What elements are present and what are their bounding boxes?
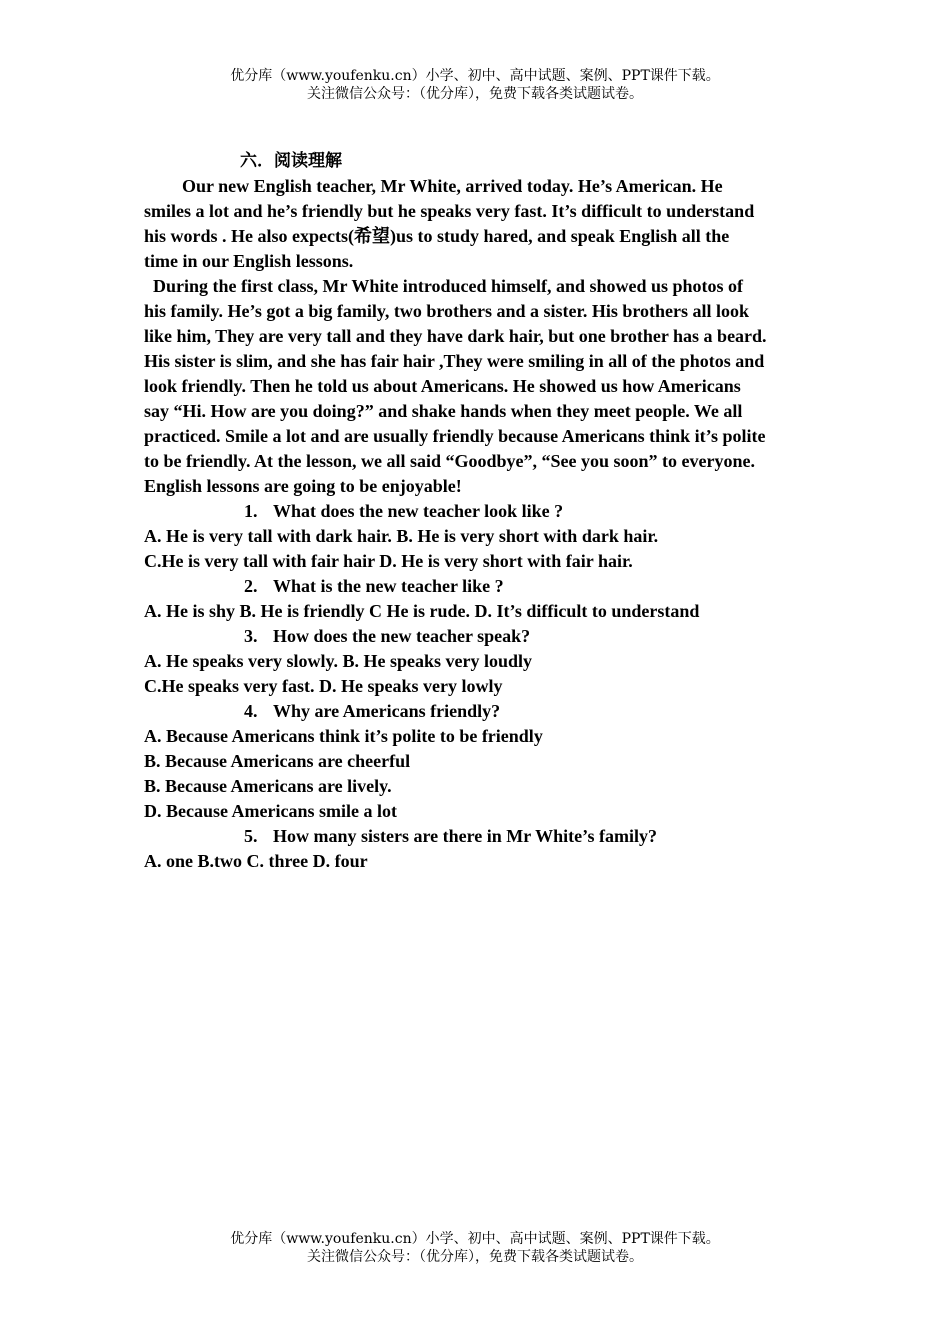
question-number: 2. [244,576,258,596]
passage-line: Our new English teacher, Mr White, arrived today. He’s American. He [182,176,723,196]
answer-option: A. Because Americans think it’s polite to be friendly [144,726,543,746]
question-text: Why are Americans friendly? [273,701,501,721]
question-number: 5. [244,826,258,846]
answer-options: A. He speaks very slowly. B. He speaks very loudly [144,651,533,671]
question-number: 3. [244,626,258,646]
question-text: What is the new teacher like ? [273,576,504,596]
page-footer [0,1230,950,1266]
passage-line: English lessons are going to be enjoyable! [144,476,462,496]
answer-option: B. Because Americans are lively. [144,776,392,796]
question-number: 4. [244,701,258,721]
footer-line-1: 优分库（www.youfenku.cn）小学、初中、高中试题、案例、PPT课件下载。 [230,1231,720,1247]
footer-line-2: 关注微信公众号：（优分库），免费下载各类试题试卷。 [307,1249,643,1265]
passage-line: practiced. Smile a lot and are usually friendly because Americans think it’s polite [144,426,766,446]
question-stem [144,699,814,724]
question-text: How many sisters are there in Mr White’s family? [273,826,657,846]
question-number: 1. [244,501,258,521]
question-5 [144,824,814,874]
passage-line: time in our English lessons. [144,251,354,271]
passage-line: During the first class, Mr White introduced himself, and showed us photos of [153,276,744,296]
question-4 [144,699,814,824]
header-line-2: 关注微信公众号：（优分库），免费下载各类试题试卷。 [307,86,643,102]
question-3 [144,624,814,699]
answer-option: D. Because Americans smile a lot [144,801,397,821]
section-title: 六．阅读理解 [240,151,342,171]
question-text: What does the new teacher look like ? [273,501,564,521]
passage-line: like him, They are very tall and they have dark hair, but one brother has a beard. [144,326,767,346]
passage-line: look friendly. Then he told us about Americans. He showed us how Americans [144,376,741,396]
answer-option: B. Because Americans are cheerful [144,751,411,771]
passage-line: his family. He’s got a big family, two brothers and a sister. His brothers all look [144,301,750,321]
passage-line: to be friendly. At the lesson, we all said “Goodbye”, “See you soon” to everyone. [144,451,755,471]
answer-options: C.He speaks very fast. D. He speaks very lowly [144,676,503,696]
answer-options: A. He is shy B. He is friendly C He is rude. D. It’s difficult to understand [144,601,700,621]
header-line-1: 优分库（www.youfenku.cn）小学、初中、高中试题、案例、PPT课件下载。 [230,68,720,84]
answer-options: A. one B.two C. three D. four [144,851,368,871]
page-header [0,67,950,103]
reading-comprehension-section [144,149,814,874]
question-stem [144,624,814,649]
passage-line: say “Hi. How are you doing?” and shake hands when they meet people. We all [144,401,743,421]
passage-line: his words . He also expects(希望)us to study hared, and speak English all the [144,226,730,246]
question-1 [144,499,814,574]
question-stem [144,574,814,599]
question-2 [144,574,814,624]
passage-line: His sister is slim, and she has fair hair ,They were smiling in all of the photos and [144,351,765,371]
reading-passage [144,174,814,499]
passage-line: smiles a lot and he’s friendly but he speaks very fast. It’s difficult to understand [144,201,755,221]
question-stem [144,499,814,524]
question-stem [144,824,814,849]
answer-options: A. He is very tall with dark hair. B. He is very short with dark hair. [144,526,659,546]
answer-options: C.He is very tall with fair hair D. He is very short with fair hair. [144,551,633,571]
question-text: How does the new teacher speak? [273,626,531,646]
